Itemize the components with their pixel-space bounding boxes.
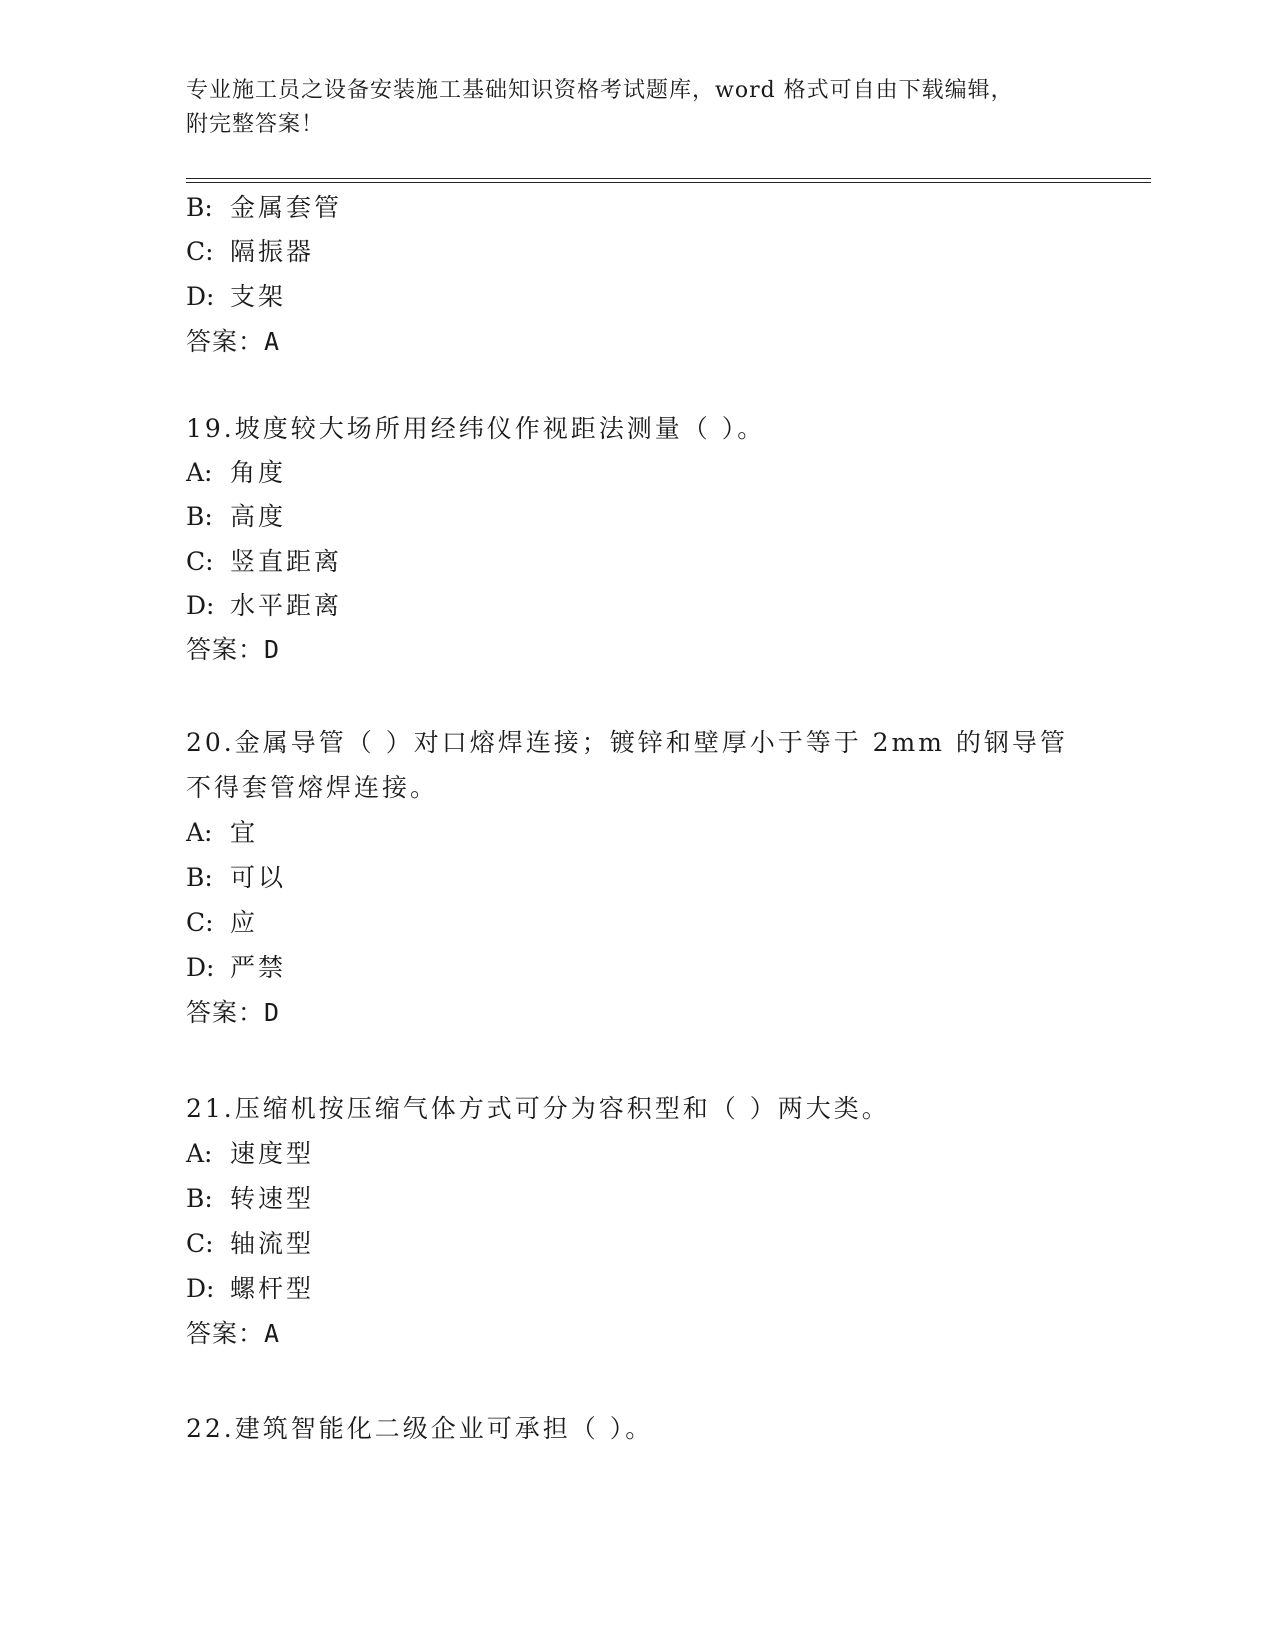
- option-text: 角度: [230, 458, 287, 487]
- option-label: D:: [186, 282, 215, 311]
- answer-label: 答案：: [186, 998, 265, 1027]
- option-label: A:: [186, 818, 213, 847]
- option-row: [186, 456, 286, 490]
- header-line-2: 附完整答案！: [186, 112, 325, 137]
- option-row: [186, 500, 286, 534]
- option-label: A:: [186, 458, 213, 487]
- option-label: A:: [186, 1139, 213, 1168]
- header-divider-top: [186, 178, 1151, 179]
- option-row: [186, 906, 258, 940]
- option-text: 高度: [230, 502, 287, 531]
- option-row: [186, 951, 286, 985]
- option-text: 应: [230, 908, 259, 937]
- option-text: 转速型: [230, 1184, 315, 1213]
- answer-label: 答案：: [186, 1319, 265, 1348]
- question-text-continued: 不得套管熔焊连接。: [186, 773, 439, 802]
- option-label: B:: [186, 193, 213, 222]
- option-label: B:: [186, 502, 213, 531]
- header-line-1: 专业施工员之设备安装施工基础知识资格考试题库，word 格式可自由下载编辑，: [186, 78, 1014, 103]
- option-label: D:: [186, 591, 215, 620]
- document-header: [186, 74, 1066, 142]
- option-row: [186, 1137, 314, 1171]
- option-label: C:: [186, 1229, 214, 1258]
- option-row: [186, 1272, 314, 1306]
- answer-value: A: [264, 327, 281, 356]
- option-text: 支架: [230, 282, 287, 311]
- option-row: [186, 1227, 314, 1261]
- option-row: [186, 816, 258, 850]
- option-row: [186, 589, 342, 623]
- option-label: B:: [186, 863, 213, 892]
- option-label: D:: [186, 953, 215, 982]
- option-text: 严禁: [230, 953, 287, 982]
- question-text: 19.坡度较大场所用经纬仪作视距法测量（ ）。: [186, 414, 766, 443]
- option-text: 速度型: [230, 1139, 315, 1168]
- answer-row: [186, 633, 280, 667]
- option-label: D:: [186, 1274, 215, 1303]
- answer-value: D: [264, 635, 281, 664]
- option-row: [186, 235, 314, 269]
- header-divider-bottom: [186, 182, 1151, 183]
- option-row: [186, 861, 286, 895]
- option-label: C:: [186, 547, 214, 576]
- question-text: 22.建筑智能化二级企业可承担（ ）。: [186, 1414, 654, 1443]
- question-text: 21.压缩机按压缩气体方式可分为容积型和（ ）两大类。: [186, 1094, 890, 1123]
- answer-label: 答案：: [186, 327, 265, 356]
- option-row: [186, 545, 342, 579]
- option-text: 螺杆型: [230, 1274, 315, 1303]
- option-label: C:: [186, 237, 214, 266]
- option-text: 宜: [230, 818, 259, 847]
- question-text: 20.金属导管（ ）对口熔焊连接；镀锌和壁厚小于等于 2mm 的钢导管: [186, 728, 1068, 757]
- option-text: 金属套管: [230, 193, 343, 222]
- option-row: [186, 1182, 314, 1216]
- answer-row: [186, 325, 280, 359]
- option-text: 轴流型: [230, 1229, 315, 1258]
- option-label: C:: [186, 908, 214, 937]
- answer-value: A: [264, 1319, 281, 1348]
- option-text: 隔振器: [230, 237, 315, 266]
- answer-value: D: [264, 998, 281, 1027]
- option-row: [186, 191, 342, 225]
- answer-label: 答案：: [186, 635, 265, 664]
- option-row: [186, 280, 286, 314]
- answer-row: [186, 996, 280, 1030]
- option-label: B:: [186, 1184, 213, 1213]
- option-text: 水平距离: [230, 591, 343, 620]
- answer-row: [186, 1317, 280, 1351]
- option-text: 可以: [230, 863, 287, 892]
- option-text: 竖直距离: [230, 547, 343, 576]
